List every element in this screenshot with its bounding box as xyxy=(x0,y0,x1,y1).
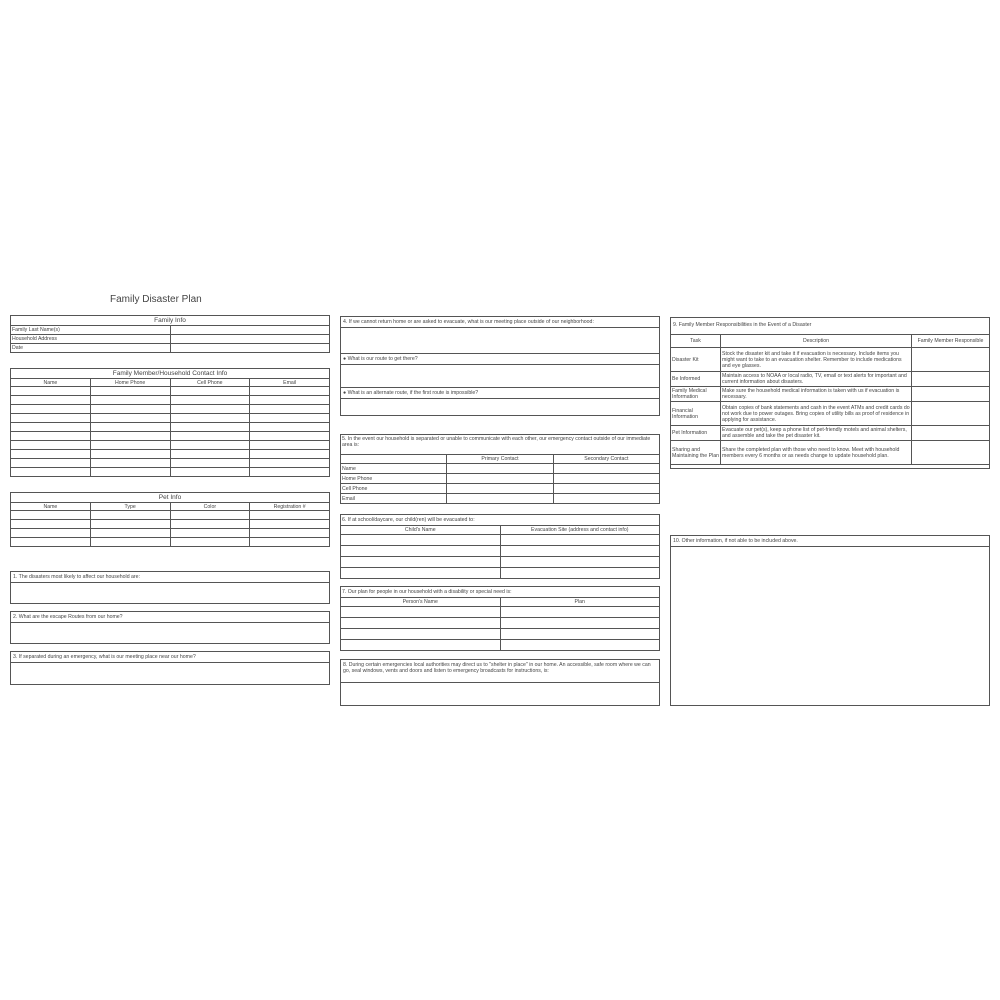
contact-email-label: Email xyxy=(341,494,447,504)
contact-cell-phone-header: Cell Phone xyxy=(170,379,250,387)
person-name-header: Person's Name xyxy=(341,598,501,607)
table-row xyxy=(671,441,989,465)
route-answer[interactable] xyxy=(341,365,659,388)
task-be-informed: Be Informed xyxy=(671,372,721,387)
task-description: Evacuate our pet(s), keep a phone list of pet-friendly motels and animal shelters, and assemble and take the pet disaster kit. xyxy=(721,426,912,441)
question-7-box xyxy=(340,586,660,651)
question-9-label: 9. Family Member Responsibilities in the Event of a Disaster xyxy=(673,322,812,328)
question-9-box xyxy=(670,317,990,469)
question-5-label: 5. In the event our household is separated or unable to communicate with each other, our emergency contact outside of our immediate area is: xyxy=(341,435,660,455)
evacuation-site-header: Evacuation Site (address and contact info) xyxy=(500,526,660,535)
route-label: ● What is our route to get there? xyxy=(341,354,659,365)
table-row[interactable] xyxy=(11,423,330,432)
secondary-contact-header: Secondary Contact xyxy=(553,455,659,464)
task-description: Share the completed plan with those who need to know. Meet with household members every 6 months or as needs change to update household plan. xyxy=(721,441,912,465)
responsible-field[interactable] xyxy=(912,441,990,465)
question-6-box xyxy=(340,514,660,579)
table-row xyxy=(671,372,989,387)
task-header: Task xyxy=(671,335,721,348)
task-disaster-kit: Disaster Kit xyxy=(671,348,721,372)
family-info-title: Family Info xyxy=(11,316,330,326)
table-row[interactable] xyxy=(11,511,330,520)
contact-name-header: Name xyxy=(11,379,91,387)
table-row[interactable] xyxy=(11,529,330,538)
pet-info-title: Pet Info xyxy=(11,493,330,503)
table-row[interactable] xyxy=(11,432,330,441)
table-row[interactable] xyxy=(341,546,660,557)
responsible-field[interactable] xyxy=(912,372,990,387)
alternate-route-label: ● What is an alternate route, if the first route is impossible? xyxy=(341,388,659,399)
task-pet-information: Pet Information xyxy=(671,426,721,441)
question-8-label: 8. During certain emergencies local authorities may direct us to "shelter in place" in our home. An accessible, safe room where we can go, seal windows, vents and doors and listen to emergency broadcasts for instructions, is: xyxy=(341,660,659,683)
child-name-header: Child's Name xyxy=(341,526,501,535)
table-row[interactable] xyxy=(11,396,330,405)
table-row[interactable] xyxy=(11,387,330,396)
table-row[interactable] xyxy=(341,607,660,618)
contact-name-label: Name xyxy=(341,464,447,474)
table-row xyxy=(671,426,989,441)
question-5-box xyxy=(340,434,660,504)
pet-info-table xyxy=(10,492,330,547)
responsible-field[interactable] xyxy=(912,387,990,402)
task-description: Make sure the household medical information is taken with us if evacuation is necessary. xyxy=(721,387,912,402)
pet-color-header: Color xyxy=(170,503,250,511)
contact-info-table xyxy=(10,368,330,477)
question-8-answer[interactable] xyxy=(341,683,659,707)
question-7-label: 7. Our plan for people in our household with a disability or special need is: xyxy=(341,587,660,598)
contact-email-header: Email xyxy=(250,379,330,387)
table-row[interactable] xyxy=(341,557,660,568)
task-financial: Financial Information xyxy=(671,402,721,426)
question-10-answer[interactable] xyxy=(671,547,989,702)
description-header: Description xyxy=(721,335,912,348)
task-description: Stock the disaster kit and take it if evacuation is necessary. Include items you might want to take to an evacuation shelter. Remember to include medications and eye glasses. xyxy=(721,348,912,372)
alternate-route-answer[interactable] xyxy=(341,399,659,403)
task-description: Maintain access to NOAA or local radio, TV, email or text alerts for important and current information about disasters. xyxy=(721,372,912,387)
question-3-label: 3. If separated during an emergency, what is our meeting place near our home? xyxy=(11,652,329,663)
question-1-label: 1. The disasters most likely to affect our household are: xyxy=(11,572,329,583)
table-row[interactable] xyxy=(11,441,330,450)
date-field[interactable] xyxy=(170,344,330,353)
responsible-header: Family Member Responsible xyxy=(912,335,990,348)
table-row[interactable] xyxy=(11,450,330,459)
pet-registration-header: Registration # xyxy=(250,503,330,511)
question-2-label: 2. What are the escape Routes from our home? xyxy=(11,612,329,623)
table-row[interactable] xyxy=(341,640,660,651)
household-address-label: Household Address xyxy=(11,335,171,344)
family-info-table xyxy=(10,315,330,353)
question-2-box[interactable] xyxy=(10,611,330,644)
table-row[interactable] xyxy=(341,568,660,579)
table-row[interactable] xyxy=(11,405,330,414)
table-row[interactable] xyxy=(341,535,660,546)
table-row[interactable] xyxy=(11,468,330,477)
question-8-box xyxy=(340,659,660,706)
task-description: Obtain copies of bank statements and cash in the event ATMs and credit cards do not work due to power outages. Bring copies of utility bills as proof of residence in applying for assistance. xyxy=(721,402,912,426)
household-address-field[interactable] xyxy=(170,335,330,344)
page-title: Family Disaster Plan xyxy=(110,294,202,305)
question-4-label: 4. If we cannot return home or are asked to evacuate, what is our meeting place outside of our neighborhood: xyxy=(341,317,659,328)
responsible-field[interactable] xyxy=(912,402,990,426)
date-label: Date xyxy=(11,344,171,353)
responsible-field[interactable] xyxy=(912,348,990,372)
question-10-label: 10. Other information, if not able to be included above. xyxy=(671,536,989,547)
task-sharing-plan: Sharing and Maintaining the Plan xyxy=(671,441,721,465)
question-6-label: 6. If at school/daycare, our child(ren) will be evacuated to: xyxy=(341,515,660,526)
table-row[interactable] xyxy=(11,414,330,423)
family-last-name-field[interactable] xyxy=(170,326,330,335)
plan-header: Plan xyxy=(500,598,660,607)
responsible-field[interactable] xyxy=(912,426,990,441)
contact-home-phone-label: Home Phone xyxy=(341,474,447,484)
primary-contact-header: Primary Contact xyxy=(447,455,553,464)
table-row[interactable] xyxy=(11,459,330,468)
question-1-box[interactable] xyxy=(10,571,330,604)
question-3-box[interactable] xyxy=(10,651,330,685)
question-4-answer[interactable] xyxy=(341,328,659,354)
question-10-box xyxy=(670,535,990,706)
contact-info-title: Family Member/Household Contact Info xyxy=(11,369,330,379)
table-row xyxy=(671,402,989,426)
table-row[interactable] xyxy=(341,618,660,629)
task-family-medical: Family Medical Information xyxy=(671,387,721,402)
table-row[interactable] xyxy=(11,520,330,529)
contact-home-phone-header: Home Phone xyxy=(90,379,170,387)
table-row[interactable] xyxy=(11,538,330,547)
table-row xyxy=(671,348,989,372)
pet-type-header: Type xyxy=(90,503,170,511)
family-last-name-label: Family Last Name(s) xyxy=(11,326,171,335)
table-row[interactable] xyxy=(341,629,660,640)
table-row xyxy=(671,387,989,402)
contact-cell-phone-label: Cell Phone xyxy=(341,484,447,494)
question-4-box xyxy=(340,316,660,416)
pet-name-header: Name xyxy=(11,503,91,511)
